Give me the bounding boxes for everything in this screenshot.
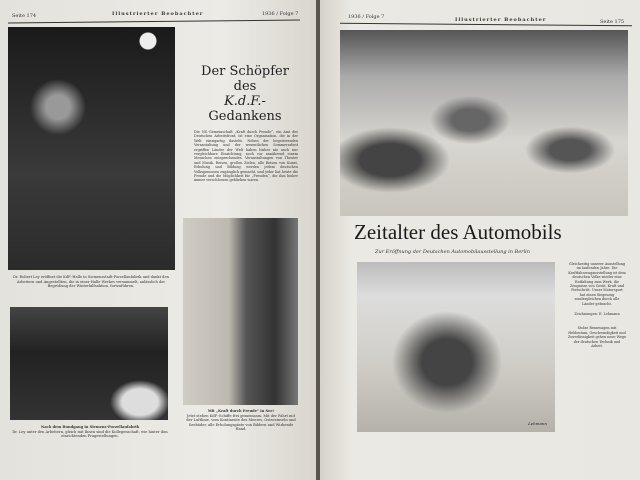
masthead: Illustrierter Beobachter (455, 17, 547, 23)
caption-3 (12, 425, 168, 439)
masthead: Illustrierter Beobachter (112, 11, 204, 17)
headline (190, 64, 300, 124)
illustration-race-cars (340, 30, 628, 216)
illustration-race-car-front (357, 262, 555, 432)
page-number: Seite 174 (12, 13, 37, 19)
artist-signature: Lehmann (528, 421, 547, 426)
page-number: Seite 175 (600, 19, 625, 25)
photo-wall-map (183, 218, 298, 405)
photo-speaker-podium (8, 27, 175, 270)
headline-line: K.d.F.- (224, 94, 266, 109)
sidebar (568, 262, 626, 349)
left-page (0, 0, 316, 480)
issue-label: 1936 / Folge 7 (262, 11, 299, 17)
caption-2 (184, 409, 298, 432)
caption-title: Mit „Kraft durch Freude“ in See! (207, 409, 275, 413)
article-headline: Zeitalter des Automobils (354, 220, 562, 244)
article-body: Die NS.-Gemeinschaft „Kraft durch Freude“, ein Amt der Deutschen Arbeitsfront, ist eine Organisation, die in der Welt einzigartig dasteht. Neben der begeisternden Veranstaltung und der wesentlichen Sommerarbeit ergriffen Länder der Welt haben bisher nie auch nur vergleichbare Einrichtung, noch vor annähernd einem Menschen entsprechendes. Veranstaltungen von Theater und Musik, Reisen, großen Zielen, alle Reisen von Kunst, Erholung und Bildung werden jedem deutschen Volksgenossen zugänglich gemacht, und jeder hat heute die Freude und die Möglichkeit für „Freuden“, die ihm bisher immer verschlossen geblieben waren. (194, 130, 298, 183)
issue-label: 1936 / Folge 7 (348, 14, 385, 20)
headline-line: Der Schöpfer (201, 64, 289, 79)
headline-line: Gedankens (208, 109, 282, 124)
caption-text: Jetzt stehen KdF.-Schiffe frei gemeinsam. Mit der Fahrt mit der Luftlinie, vom Kontinente des Meeres, Ostseeinseln und Seebäder, alle Erholungsgäste von Bildern und Wirkende Hand. (186, 413, 296, 431)
sidebar-author: Zeichnungen: E. Lehmann (574, 312, 620, 317)
caption-title: Nach dem Rundgang in Siemens-Porzellanfabrik (40, 425, 140, 429)
headline-line: des (233, 79, 257, 94)
caption-text: Dr. Ley unter den Arbeitern, gleich mit Ihnen sind die Kollegenschaft, wie hinter ihm einrichtenden Fragestellungen. (12, 429, 168, 438)
sidebar-text: Gleichzeitig unserer Ausstellung im laufenden Jahre. Die Kraftfahrzeugausstellung ist dem deutschen Volke wieder eine Entfaltung zum Werk, die Zeugnisse von Gerät, Kraft und Fortschritt. Unser Motorsport hat einen Siegeszug sondergleichen durch alle Länder gebracht. (568, 262, 626, 306)
sidebar-text-2: Stolze Rennwagen mit Heldentum, Geschwindigkeit und Zuverlässigkeit gehen neue Wege der deutschen Technik und Arbeit. (568, 326, 626, 349)
article-subheadline: Zur Eröffnung der Deutschen Automobilausstellung in Berlin (375, 249, 530, 255)
caption-1: Dr. Robert Ley eröffnet die KdF.-Halle in Siemensstadt-Porzellanfabrik und dankt den Arbeitern und Angestellten, die in einer Halle Werkes versammelt, anlässlich der Begrüßung der Winterhilfsaktion, fortzuführen. (13, 275, 169, 288)
photo-workers-table (10, 307, 168, 420)
right-page (320, 0, 640, 480)
